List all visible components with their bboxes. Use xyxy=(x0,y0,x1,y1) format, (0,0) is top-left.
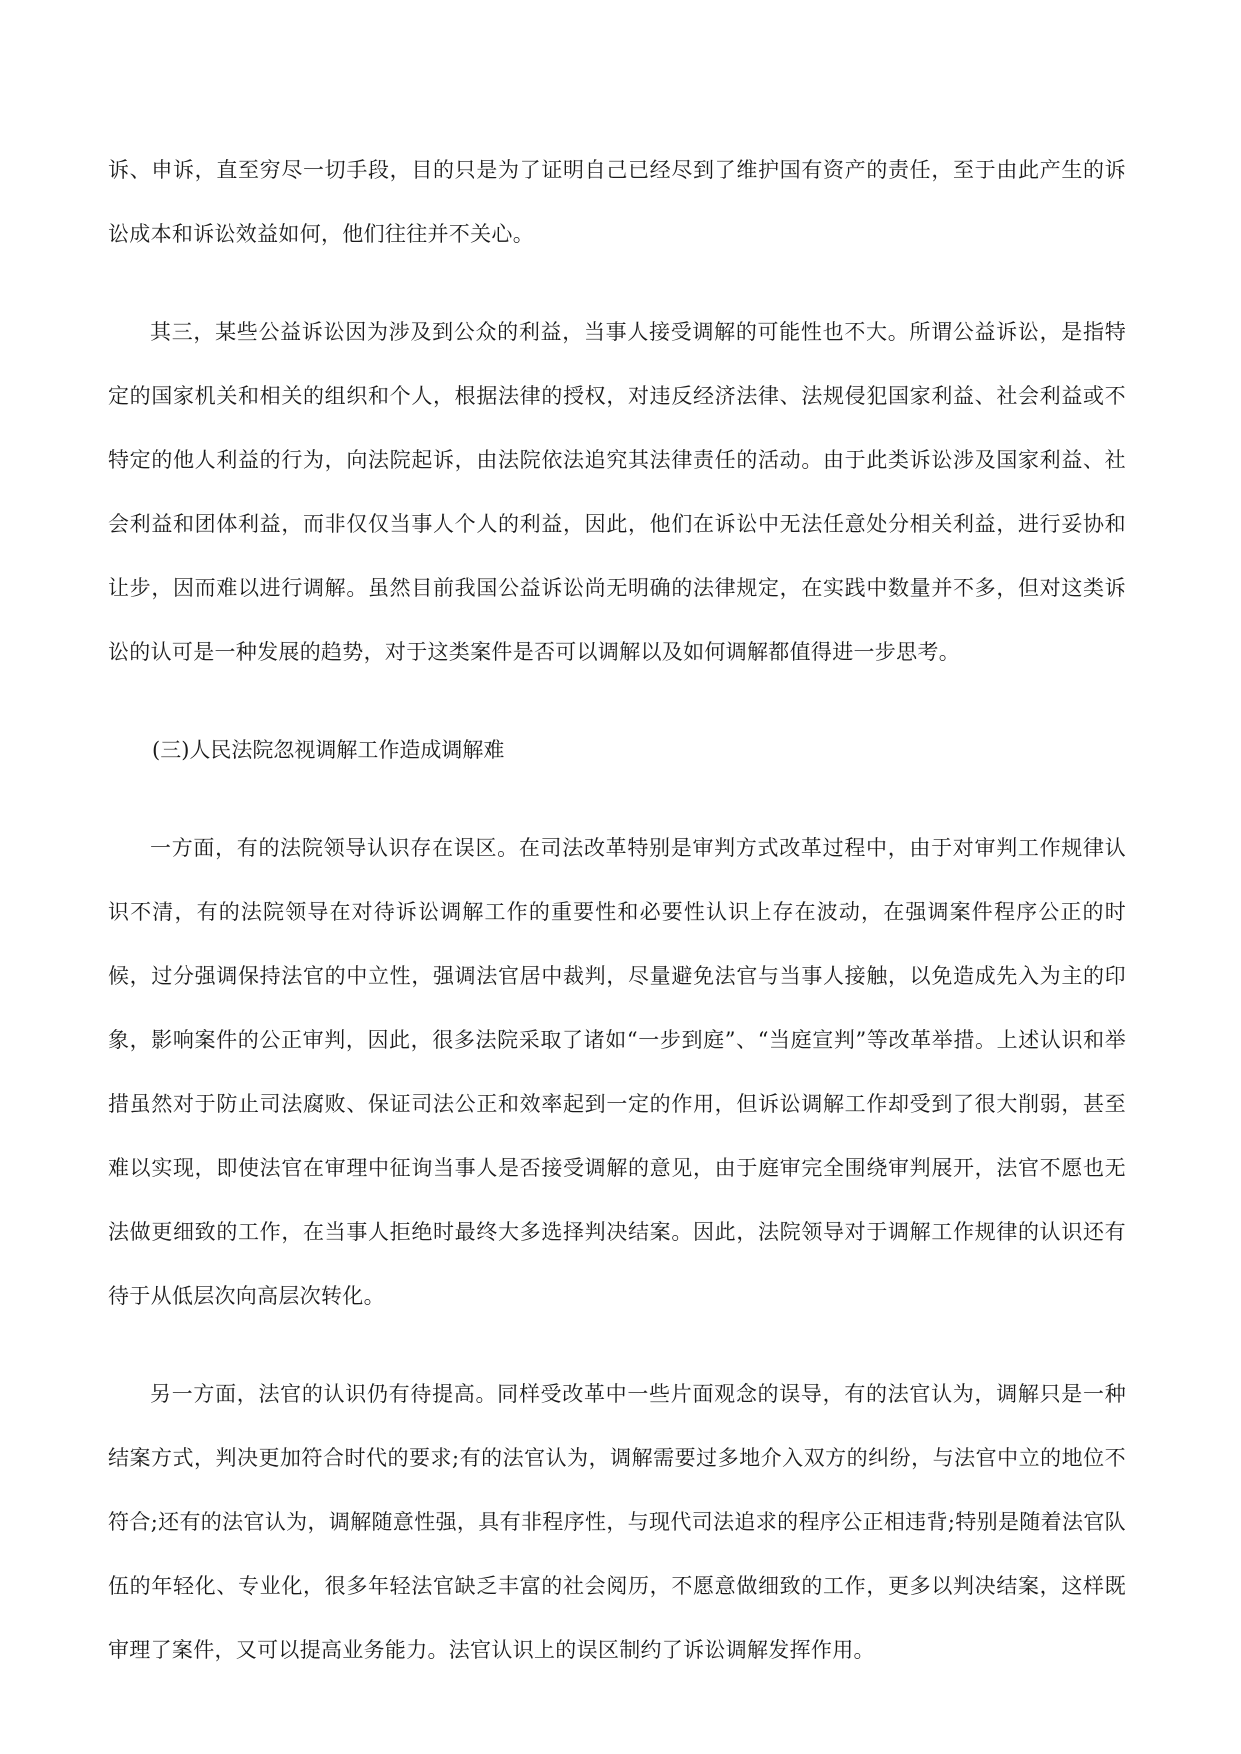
section-heading: (三)人民法院忽视调解工作造成调解难 xyxy=(152,738,505,762)
paragraph-court-leadership: 一方面，有的法院领导认识存在误区。在司法改革特别是审判方式改革过程中，由于对审判工作规律认识不清，有的法院领导在对待诉讼调解工作的重要性和必要性认识上存在波动，在强调案件程序公正的时候，过分强调保持法官的中立性，强调法官居中裁判，尽量避免法官与当事人接触，以免造成先入为主的印象，影响案件的公正审判，因此，很多法院采取了诸如“一步到庭”、“当庭宣判”等改革举措。上述认识和举措虽然对于防止司法腐败、保证司法公正和效率起到一定的作用，但诉讼调解工作却受到了很大削弱，甚至难以实现，即使法官在审理中征询当事人是否接受调解的意见，由于庭审完全围绕审判展开，法官不愿也无法做更细致的工作，在当事人拒绝时最终大多选择判决结案。因此，法院领导对于调解工作规律的认识还有待于从低层次向高层次转化。 xyxy=(108,836,1126,1308)
paragraph-public-interest-litigation: 其三，某些公益诉讼因为涉及到公众的利益，当事人接受调解的可能性也不大。所谓公益诉讼，是指特定的国家机关和相关的组织和个人，根据法律的授权，对违反经济法律、法规侵犯国家利益、社会利益或不特定的他人利益的行为，向法院起诉，由法院依法追究其法律责任的活动。由于此类诉讼涉及国家利益、社会利益和团体利益，而非仅仅当事人个人的利益，因此，他们在诉讼中无法任意处分相关利益，进行妥协和让步，因而难以进行调解。虽然目前我国公益诉讼尚无明确的法律规定，在实践中数量并不多，但对这类诉讼的认可是一种发展的趋势，对于这类案件是否可以调解以及如何调解都值得进一步思考。 xyxy=(108,320,1126,664)
paragraph-continuation: 诉、申诉，直至穷尽一切手段，目的只是为了证明自己已经尽到了维护国有资产的责任，至于由此产生的诉讼成本和诉讼效益如何，他们往往并不关心。 xyxy=(108,158,1126,246)
document-page xyxy=(108,138,1126,1682)
paragraph-judges-awareness: 另一方面，法官的认识仍有待提高。同样受改革中一些片面观念的误导，有的法官认为，调解只是一种结案方式，判决更加符合时代的要求;有的法官认为，调解需要过多地介入双方的纠纷，与法官中立的地位不符合;还有的法官认为，调解随意性强，具有非程序性，与现代司法追求的程序公正相违背;特别是随着法官队伍的年轻化、专业化，很多年轻法官缺乏丰富的社会阅历，不愿意做细致的工作，更多以判决结案，这样既审理了案件，又可以提高业务能力。法官认识上的误区制约了诉讼调解发挥作用。 xyxy=(108,1382,1126,1662)
